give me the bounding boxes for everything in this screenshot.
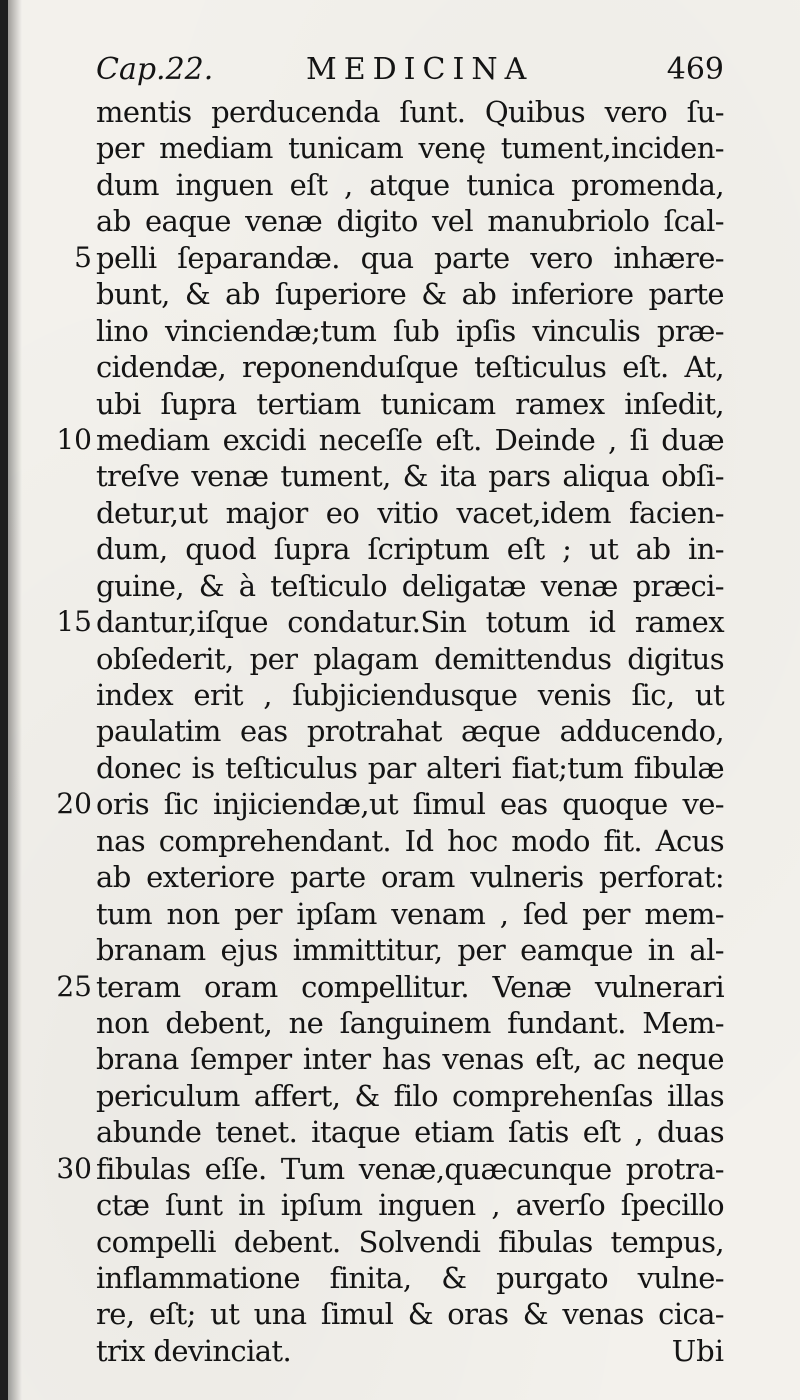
line-text: branam ejus immittitur, per eamque in al- [96, 933, 724, 968]
line-text: re, eſt; ut una ſimul & oras & venas cica- [96, 1297, 724, 1332]
text-line [56, 969, 724, 1005]
line-number: 5 [74, 240, 92, 274]
line-text: ab exteriore parte oram vulneris perforat: [96, 860, 724, 895]
line-text: brana ſemper inter has venas eſt, ac neque [96, 1042, 724, 1077]
text-line [96, 94, 724, 130]
line-text: compelli debent. Solvendi fibulas tempus, [96, 1224, 724, 1259]
line-text: treſve venæ tument, & ita pars aliqua obſi- [96, 459, 724, 494]
line-text: guine, & à teſticulo deligatæ venæ præci- [96, 568, 724, 603]
line-number: 30 [56, 1151, 92, 1185]
text-line [74, 240, 724, 276]
chapter-label: Cap.22. [96, 52, 214, 87]
text-line [56, 604, 724, 640]
line-text: ab eaque venæ digito vel manubriolo ſcal- [96, 204, 724, 239]
text-line [96, 276, 724, 312]
text-line [96, 313, 724, 349]
line-text: ctæ ſunt in ipſum inguen , averſo ſpecillo [96, 1188, 724, 1223]
line-text: dum inguen eſt , atque tunica promenda, [96, 167, 724, 202]
line-text: fibulas eſſe. Tum venæ,quæcunque protra- [96, 1151, 724, 1186]
line-text: index erit , ſubjiciendusque venis ſic, ut [96, 678, 724, 712]
line-text: per mediam tunicam venę tument,inciden- [96, 131, 724, 166]
book-page [8, 0, 800, 1400]
text-line [96, 458, 724, 494]
text-line [96, 641, 724, 677]
text-line [56, 1151, 724, 1187]
text-line [96, 859, 724, 895]
line-text: obſederit, per plagam demittendus digitus [96, 641, 724, 676]
text-line [96, 167, 724, 203]
line-text: abunde tenet. itaque etiam ſatis eſt , duas [96, 1115, 724, 1150]
text-line [96, 1187, 724, 1223]
line-text: ubi ſupra tertiam tunicam ramex inſedit, [96, 386, 724, 421]
text-line [96, 1078, 724, 1114]
line-text: lino vinciendæ;tum ſub ipſis vinculis præ- [96, 313, 724, 348]
line-text: dum, quod ſupra ſcriptum eſt ; ut ab in- [96, 532, 724, 567]
line-text: nas comprehendant. Id hoc modo fit. Acus [96, 823, 724, 858]
text-line [96, 349, 724, 385]
line-number: 20 [56, 787, 92, 821]
text-line [96, 495, 724, 531]
catchword: Ubi [671, 1333, 724, 1368]
text-line [56, 786, 724, 822]
text-line [96, 1260, 724, 1296]
text-line [96, 386, 724, 422]
text-line [96, 677, 724, 713]
line-text: dantur,iſque condatur.Sin totum id ramex [96, 605, 724, 640]
text-line [96, 932, 724, 968]
line-text: trix devinciat. [96, 1333, 292, 1368]
text-line [96, 1114, 724, 1150]
line-text: non debent, ne ſanguinem fundant. Mem- [96, 1005, 724, 1040]
running-header [96, 52, 724, 96]
line-text: detur,ut major eo vitio vacet,idem facien- [96, 495, 724, 530]
text-line [56, 422, 724, 458]
line-number: 25 [56, 969, 92, 1003]
text-line [96, 1296, 724, 1332]
line-text: pelli ſeparandæ. qua parte vero inhære- [96, 240, 724, 275]
text-line [96, 1041, 724, 1077]
page-number: 469 [666, 52, 724, 87]
text-line [96, 1005, 724, 1041]
text-line [96, 1224, 724, 1260]
text-line [96, 568, 724, 604]
line-text: donec is teſticulus par alteri fiat;tum fibulæ [96, 750, 724, 785]
text-line [96, 203, 724, 239]
text-line [96, 1333, 724, 1369]
text-block [56, 94, 724, 1369]
line-number: 15 [56, 605, 92, 639]
line-text: teram oram compellitur. Venæ vulnerari [96, 969, 724, 1004]
text-line [96, 713, 724, 749]
text-line [96, 531, 724, 567]
text-line [96, 130, 724, 166]
line-text: tum non per ipſam venam , ſed per mem- [96, 896, 724, 931]
line-text: mediam excidi neceſſe eſt. Deinde , ſi duæ [96, 422, 724, 457]
line-text: inflammatione finita, & purgato vulne- [96, 1261, 724, 1295]
text-line [96, 896, 724, 932]
text-line [96, 823, 724, 859]
line-text: paulatim eas protrahat æque adducendo, [96, 714, 724, 749]
header-title: MEDICINA [306, 52, 534, 87]
line-text: cidendæ, reponenduſque teſticulus eſt. At, [96, 350, 724, 385]
line-text: periculum affert, & filo comprehenſas illas [96, 1078, 724, 1113]
line-text: bunt, & ab ſuperiore & ab inferiore parte [96, 277, 724, 312]
line-text: mentis perducenda ſunt. Quibus vero ſu- [96, 95, 724, 129]
gutter-shadow [8, 0, 22, 1400]
line-text: oris ſic injiciendæ,ut ſimul eas quoque ve- [96, 787, 724, 822]
line-number: 10 [56, 422, 92, 456]
text-line [96, 750, 724, 786]
